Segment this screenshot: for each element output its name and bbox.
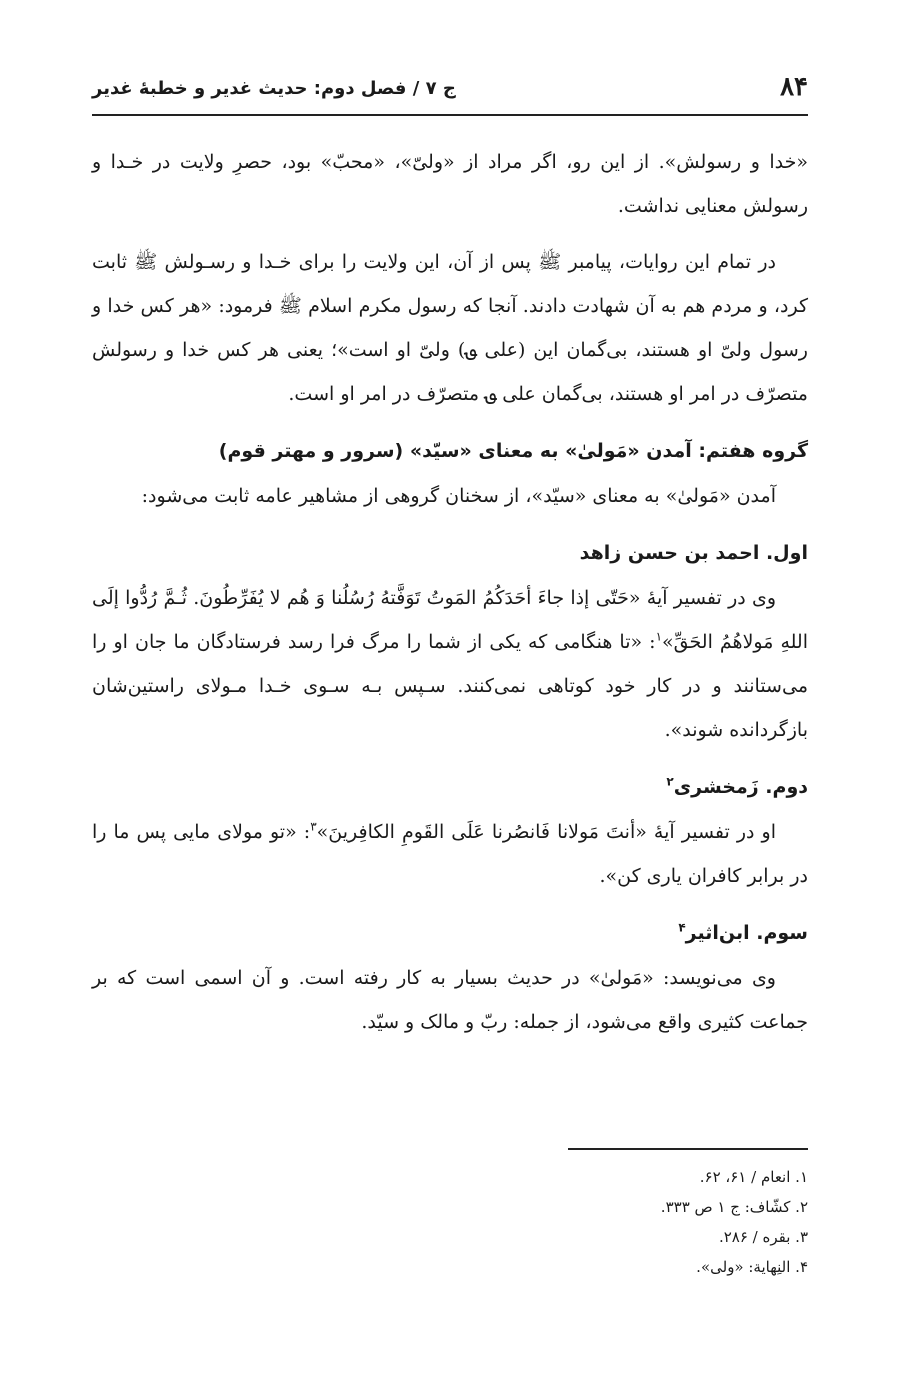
paragraph-6: وی می‌نویسد: «مَولیٰ» در حدیث بسیار به کار رفته است. و آن اسمی است که بر جماعت کثیری واقع می‌شود، از جمله: ربّ و مالک و سیّد.: [92, 967, 808, 1033]
paragraph-4-translation: : «تا هنگامی که یکی از شما را مرگ فرا رسد فرستادگان ما جان او را می‌ستانند و در کار خود کوتاهی نمی‌کنند. سـپس بـه سـوی خـدا مـولای راستین‌شان بازگردانده شوند».: [92, 631, 808, 741]
page-body: [92, 140, 808, 1044]
paragraph-5-quote: او در تفسیر آیهٔ «أنتَ مَولانا فَانصُرنا عَلَی القَومِ الکافِرینَ»: [316, 821, 777, 843]
paragraph-5-translation: : «تو مولای مایی پس ما را در برابر کافران یاری کن».: [92, 821, 808, 887]
footnote-4: ۴. النِهایة: «ولی».: [696, 1258, 808, 1276]
heading-third-text: سوم. ابن‌اثیر: [685, 922, 808, 944]
paragraph-4: [92, 576, 808, 752]
heading-first: اول. احمد بن حسن زاهد: [579, 542, 808, 564]
footnote-3: ۳. بقره / ۲۸۶.: [718, 1228, 808, 1246]
footnote-ref-1: ۱: [655, 629, 663, 644]
footnotes: [92, 1162, 808, 1282]
heading-second-text: دوم. زَمخشری: [673, 776, 808, 798]
page-header: [92, 68, 808, 116]
footnote-ref-2: ۲: [666, 774, 674, 789]
heading-second: [92, 764, 808, 810]
paragraph-3: آمدن «مَولیٰ» به معنای «سیّد»، از سخنان گروهی از مشاهیر عامه ثابت می‌شود:: [141, 485, 776, 507]
footnote-1: ۱. انعام / ۶۱، ۶۲.: [699, 1168, 808, 1186]
paragraph-4-quote: وی در تفسیر آیهٔ «حَتّی إذا جاءَ أحَدَکُمُ المَوتُ تَوَفَّتهُ رُسُلُنا وَ هُم لا یُفَرِّطُونَ. ثُـمَّ رُدُّوا إلَی اللهِ مَولاهُمُ الحَقِّ»: [92, 587, 808, 653]
footnote-ref-4: ۴: [678, 920, 686, 935]
heading-group-seven: گروه هفتم: آمدن «مَولیٰ» به معنای «سیّد» (سرور و مهتر قوم): [218, 440, 808, 462]
footnote-ref-3: ۳: [310, 819, 317, 834]
page-number: ۸۴: [780, 72, 808, 102]
book-page: [92, 0, 808, 1390]
footnote-divider: [568, 1148, 808, 1150]
running-title: ج ۷ / فصل دوم: حدیث غدیر و خطبهٔ غدیر: [92, 78, 456, 99]
footnote-2: ۲. کشّاف: ج ۱ ص ۳۳۳.: [660, 1198, 808, 1216]
paragraph-2: در تمام این روایات، پیامبر ﷺ پس از آن، این ولایت را برای خـدا و رسـولش ﷺ ثابت کرد، و مردم هم به آن شهادت دادند. آنجا که رسول مکرم اسلام ﷺ فرمود: «هر کس خدا و رسول ولیّ او هستند، بی‌گمان این (علی ؈) ولیّ او است»؛ یعنی هر کس خدا و رسولش متصرّف در امر او هستند، بی‌گمان علی ؈ متصرّف در امر او است.: [92, 251, 808, 405]
paragraph-5: [92, 810, 808, 898]
heading-third: [92, 910, 808, 956]
paragraph-1: «خدا و رسولش». از این رو، اگر مراد از «ولیّ»، «محبّ» بود، حصرِ ولایت در خـدا و رسولش معنایی نداشت.: [92, 151, 808, 217]
